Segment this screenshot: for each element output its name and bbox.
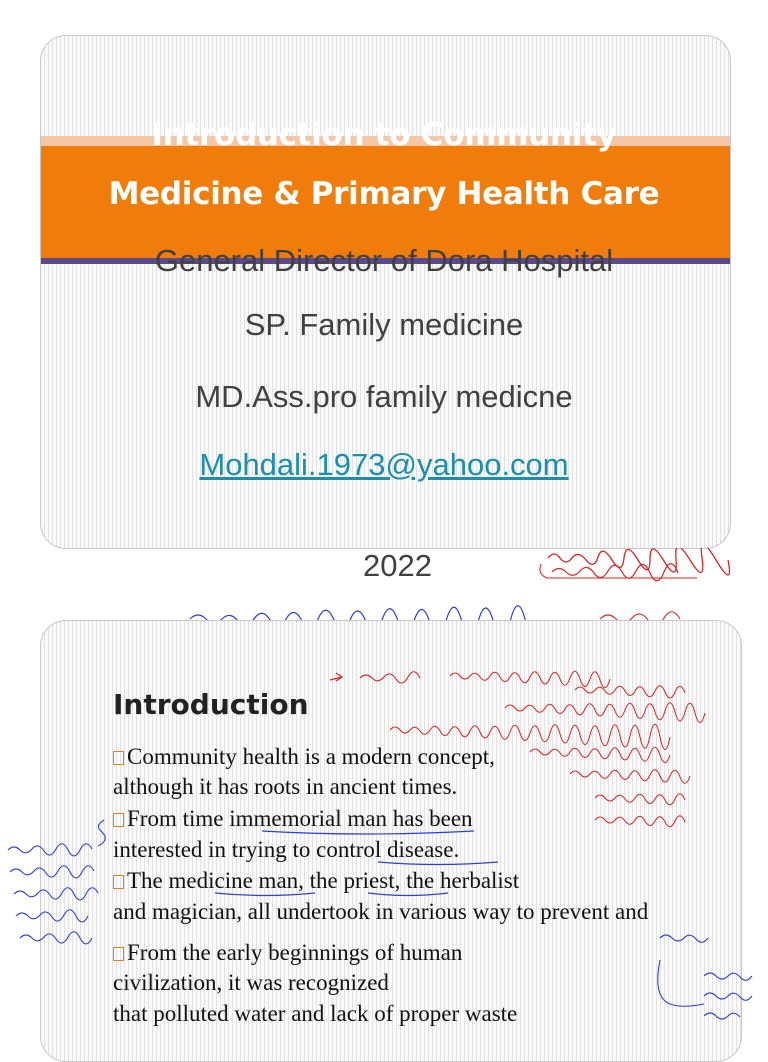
author-title: MD.Ass.pro family medicne xyxy=(195,379,573,414)
slide-title-line-2: Medicine & Primary Health Care xyxy=(108,176,660,212)
paragraph-line: Community health is a modern concept, xyxy=(113,744,495,770)
paragraph-line: From time immemorial man has been xyxy=(113,806,473,832)
year-label: 2022 xyxy=(363,548,432,583)
author-specialty: SP. Family medicine xyxy=(244,307,524,342)
paragraph-line: and magician, all undertook in various way to prevent and xyxy=(113,899,649,924)
slide-title-line-1: Introduction to Community xyxy=(151,117,617,153)
paragraph-line: interested in trying to control disease. xyxy=(113,837,460,862)
author-role: General Director of Dora Hospital xyxy=(154,243,614,278)
paragraph-line: although it has roots in ancient times. xyxy=(113,774,458,799)
paragraph-line: that polluted water and lack of proper waste xyxy=(113,1001,518,1026)
slide-heading: Introduction xyxy=(113,688,309,721)
paragraph-line: The medicine man, the priest, the herbalist xyxy=(113,868,519,894)
paragraph-line: civilization, it was recognized xyxy=(113,970,389,995)
paragraph-line: From the early beginnings of human xyxy=(113,940,462,966)
email-link[interactable]: Mohdali.1973@yahoo.com xyxy=(199,447,569,482)
